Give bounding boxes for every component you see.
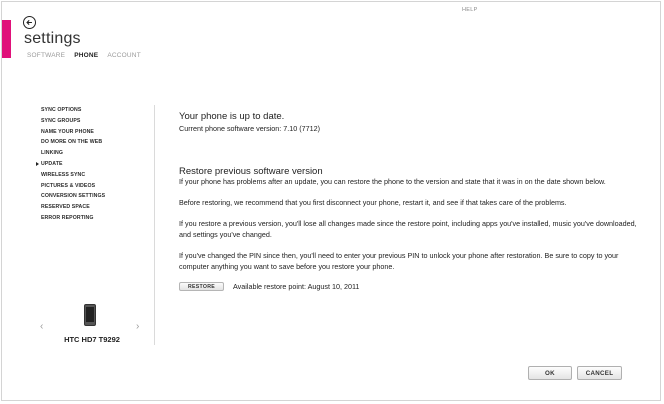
restore-paragraph: Before restoring, we recommend that you first disconnect your phone, restart it, and see if that takes care of the problems. — [179, 198, 567, 208]
sidebar-item-sync-groups[interactable]: SYNC GROUPS — [41, 117, 81, 124]
sidebar-item-reserved-space[interactable]: RESERVED SPACE — [41, 204, 90, 211]
cancel-button[interactable]: CANCEL — [577, 366, 622, 380]
sidebar-item-name-your-phone[interactable]: NAME YOUR PHONE — [41, 128, 94, 135]
restore-button[interactable]: RESTORE — [179, 282, 224, 291]
restore-heading: Restore previous software version — [179, 166, 323, 177]
page-title: settings — [24, 30, 81, 47]
restore-paragraph: If your phone has problems after an update, you can restore the phone to the version and state that it was in on the date shown below. — [179, 177, 606, 186]
vertical-divider — [154, 105, 155, 345]
sidebar-item-error-reporting[interactable]: ERROR REPORTING — [41, 214, 94, 221]
sidebar-nav — [41, 105, 151, 224]
restore-row — [179, 282, 649, 291]
sidebar-item-pictures-videos[interactable]: PICTURES & VIDEOS — [41, 182, 96, 189]
settings-window — [1, 1, 661, 401]
ok-button[interactable]: OK — [528, 366, 572, 380]
update-panel — [179, 111, 649, 291]
sidebar-item-do-more-on-the-web[interactable]: DO MORE ON THE WEB — [41, 139, 103, 146]
phone-icon — [84, 304, 96, 326]
back-arrow-icon — [26, 19, 33, 26]
restore-paragraph: If you've changed the PIN since then, you'll need to enter your previous PIN to unlock your phone after restoration. Be sure to copy to your computer anything you want to save before you restore your phone. — [179, 250, 619, 271]
chevron-left-icon[interactable]: ‹ — [40, 321, 44, 332]
tab-bar — [27, 52, 141, 59]
chevron-right-icon[interactable]: › — [136, 321, 140, 332]
restore-point-text: Available restore point: August 10, 2011 — [233, 282, 360, 292]
sidebar-item-wireless-sync[interactable]: WIRELESS SYNC — [41, 171, 86, 178]
accent-bar — [2, 20, 11, 58]
tab-account[interactable]: ACCOUNT — [107, 52, 141, 59]
status-heading: Your phone is up to date. — [179, 111, 285, 122]
tab-phone[interactable]: PHONE — [74, 52, 99, 59]
sidebar-item-linking[interactable]: LINKING — [41, 150, 64, 157]
restore-paragraph: If you restore a previous version, you'll lose all changes made since the restore point, including apps you've installed, music you've downloaded, and settings you've changed. — [179, 219, 637, 239]
tab-software[interactable]: SOFTWARE — [27, 52, 66, 59]
version-text: Current phone software version: 7.10 (7712) — [179, 124, 321, 133]
device-selector — [40, 302, 146, 352]
sidebar-item-conversion-settings[interactable]: CONVERSION SETTINGS — [41, 193, 106, 200]
sidebar-item-update[interactable]: UPDATE — [41, 159, 151, 170]
back-button[interactable] — [23, 16, 36, 29]
sidebar-item-sync-options[interactable]: SYNC OPTIONS — [41, 107, 82, 113]
device-name: HTC HD7 T9292 — [64, 335, 120, 344]
help-link[interactable]: HELP — [462, 7, 478, 13]
